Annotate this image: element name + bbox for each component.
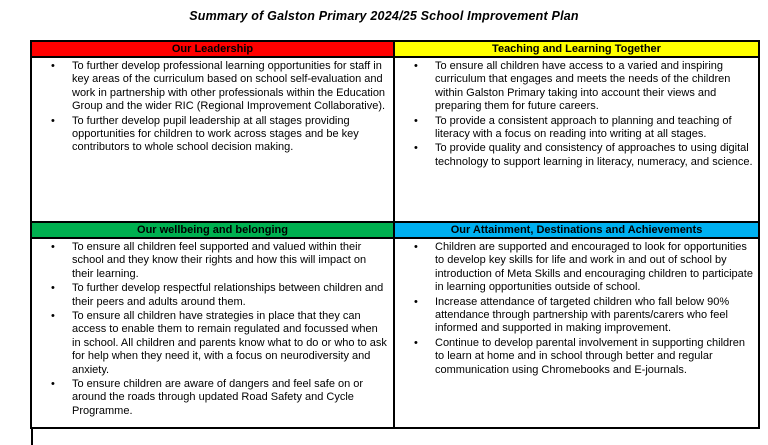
- bullet-item: • To ensure children are aware of dangers and feel safe on or around the roads through updated Road Safety and Cycle Programme.: [34, 378, 389, 418]
- quadrant-leadership: [31, 57, 394, 222]
- content-row-bottom: [31, 238, 759, 428]
- quadrant-header-attainment: Our Attainment, Destinations and Achievements: [394, 222, 759, 238]
- quadrant-wellbeing: [31, 238, 394, 428]
- wellbeing-bullet-list: [34, 241, 389, 418]
- bullet-item: • To further develop pupil leadership at all stages providing opportunities for children to work across stages and be key contributors to whole school decision making.: [34, 115, 389, 155]
- quadrant-header-teaching: Teaching and Learning Together: [394, 41, 759, 57]
- teaching-bullet-list: [397, 60, 754, 169]
- quadrant-attainment: [394, 238, 759, 428]
- quadrant-header-leadership: Our Leadership: [31, 41, 394, 57]
- page-title: Summary of Galston Primary 2024/25 School Improvement Plan: [189, 9, 579, 23]
- quadrant-teaching: [394, 57, 759, 222]
- bullet-item: • To provide quality and consistency of approaches to using digital technology to support learning in literacy, numeracy, and science.: [397, 142, 754, 169]
- bullet-item: • To provide a consistent approach to planning and teaching of literacy with a focus on reading into writing at all stages.: [397, 115, 754, 142]
- quadrant-header-wellbeing: Our wellbeing and belonging: [31, 222, 394, 238]
- bullet-item: • To ensure all children feel supported and valued within their school and they know their rights and how this will impact on their learning.: [34, 241, 389, 281]
- bullet-item: • To further develop respectful relationships between children and their peers and adults around them.: [34, 282, 389, 309]
- header-row-top: [31, 41, 759, 57]
- bullet-item: • To ensure all children have access to a varied and inspiring curriculum that engages and meets the needs of the children within Galston Primary taking into account their views and preparing them for future careers.: [397, 60, 754, 114]
- bullet-item: • Continue to develop parental involvement in supporting children to learn at home and in school through better and regular communication using Chromebooks and E-journals.: [397, 337, 754, 377]
- content-row-top: [31, 57, 759, 222]
- leadership-bullet-list: [34, 60, 389, 155]
- bullet-item: • Children are supported and encouraged to look for opportunities to develop key skills for life and work in and out of school by introduction of Meta Skills and encouraging children to participate in learning opportunities outside of school.: [397, 241, 754, 295]
- bullet-item: • To ensure all children have strategies in place that they can access to enable them to remain regulated and focussed when in school. All children and parents know what to do or who to ask for help when they need it, with a focus on neurodiversity and anxiety.: [34, 310, 389, 377]
- bullet-item: • To further develop professional learning opportunities for staff in key areas of the curriculum based on school self-evaluation and work in partnership with other professionals within the Education Group and the wider RIC (Regional Improvement Collaborative).: [34, 60, 389, 114]
- attainment-bullet-list: [397, 241, 754, 377]
- bullet-item: • Increase attendance of targeted children who fall below 90% attendance through partnership with parents/carers who feel informed and supported in making improvement.: [397, 296, 754, 336]
- improvement-plan-table: [30, 40, 760, 429]
- header-row-bottom: [31, 222, 759, 238]
- next-table-border-fragment: [31, 429, 33, 445]
